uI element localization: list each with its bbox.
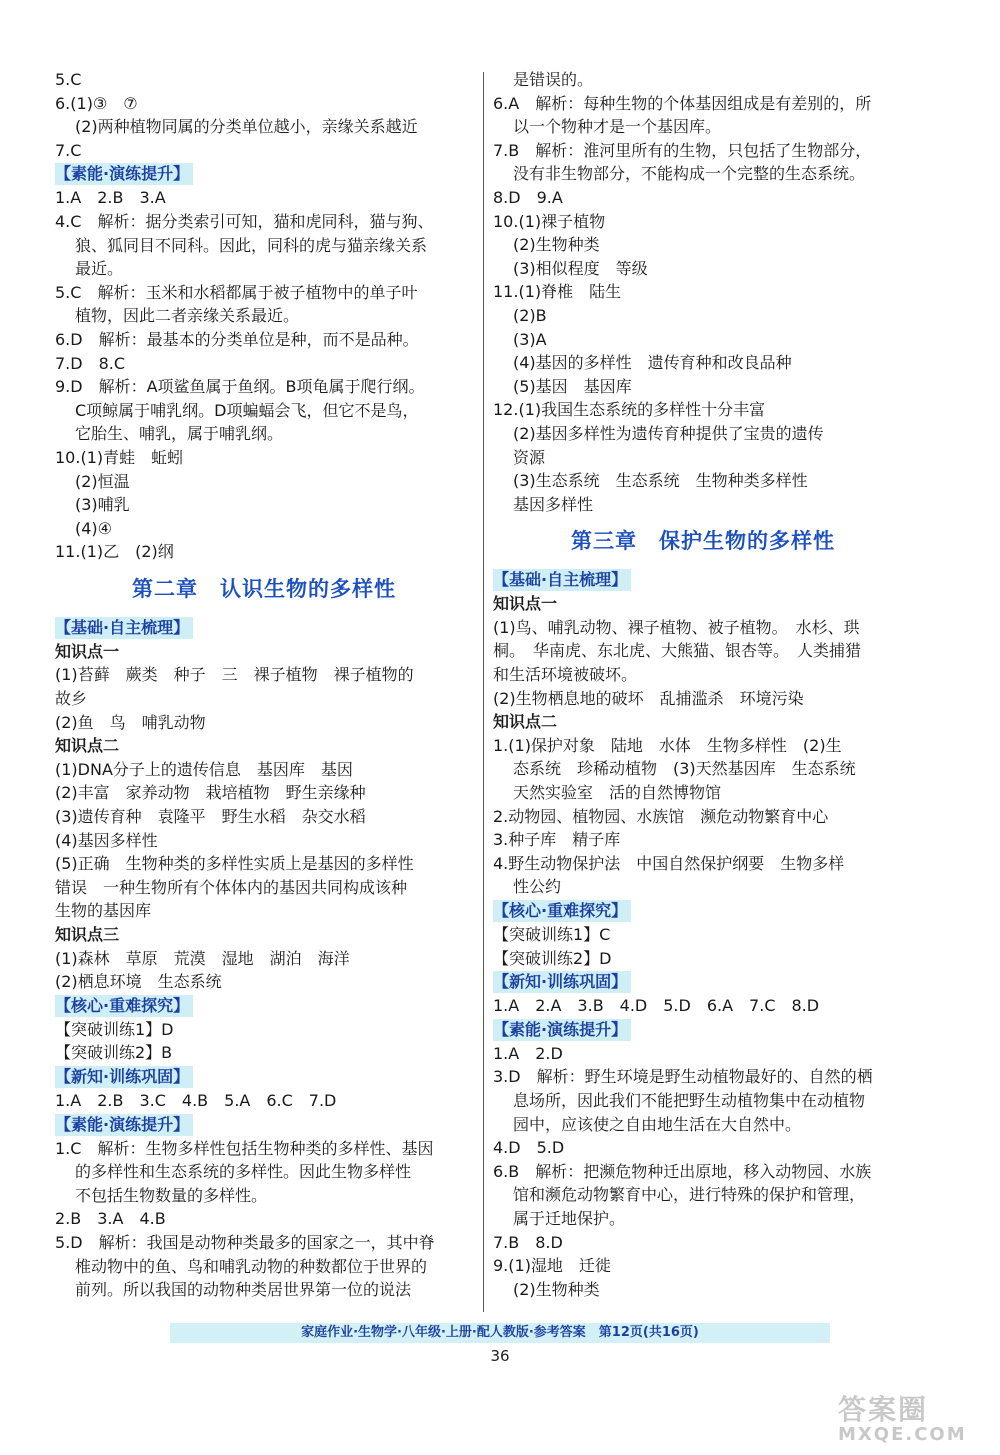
answer-line: 【突破训练1】D <box>55 1019 174 1039</box>
page-number: 36 <box>490 1347 510 1365</box>
knowledge-point-heading: 知识点一 <box>493 594 558 614</box>
section-tag: 【素能·演练提升】 <box>493 1019 631 1041</box>
watermark-cn: 答案圈 <box>838 1393 929 1426</box>
answer-line: (1)鸟、哺乳动物、裸子植物、被子植物。 水杉、珙 <box>493 617 860 637</box>
section-tag: 【基础·自主梳理】 <box>493 569 631 591</box>
answer-line: 12.(1)我国生态系统的多样性十分丰富 <box>493 400 766 420</box>
section-tag-row <box>493 970 913 994</box>
answer-line: 资源 <box>513 447 546 467</box>
answer-line: (2)生物栖息地的破坏 乱捕滥杀 环境污染 <box>493 688 804 708</box>
answer-line: 狼、狐同目不同科。因此，同科的虎与猫亲缘关系 <box>75 235 428 255</box>
answer-line: 植物，因此二者亲缘关系最近。 <box>75 306 300 326</box>
section-tag-row <box>55 1065 473 1089</box>
knowledge-point-heading: 知识点二 <box>55 736 120 756</box>
answer-line: (2)生物种类 <box>513 1279 600 1299</box>
answer-line: 7.B 8.D <box>493 1232 563 1252</box>
answer-line: (5)正确 生物种类的多样性实质上是基因的多样性 <box>55 854 414 874</box>
answer-line: (3)相似程度 等级 <box>513 258 648 278</box>
answer-line: (1)苔藓 蕨类 种子 三 裸子植物 裸子植物的 <box>55 665 414 685</box>
answer-line: 1.A 2.D <box>493 1043 563 1063</box>
answer-line: 4.C 解析：据分类索引可知，猫和虎同科，猫与狗、 <box>55 211 434 231</box>
answer-line: 的多样性和生态系统的多样性。因此生物多样性 <box>75 1162 412 1182</box>
section-tag-row <box>493 568 913 592</box>
answer-line: (2)鱼 鸟 哺乳动物 <box>55 712 206 732</box>
answer-line: 没有非生物部分，不能构成一个完整的生态系统。 <box>513 164 866 184</box>
chapter-title: 第三章 保护生物的多样性 <box>571 529 835 554</box>
answer-line: 错误 一种生物所有个体体内的基因共同构成该种 <box>55 877 408 897</box>
answer-line: 它胎生、哺乳，属于哺乳纲。 <box>75 424 284 444</box>
answer-line: 8.D 9.A <box>493 187 563 207</box>
section-tag-row <box>55 616 473 640</box>
section-tag: 【新知·训练巩固】 <box>55 1066 193 1088</box>
answer-line: 6.(1)③ ⑦ <box>55 93 138 113</box>
answer-line: 1.A 2.B 3.A <box>55 188 166 208</box>
answer-line: (4)④ <box>75 518 113 538</box>
answer-line: 桐。 华南虎、东北虎、大熊猫、银杏等。 人类捕猎 <box>493 641 862 661</box>
answer-line: (2)两种植物同属的分类单位越小，亲缘关系越近 <box>75 117 418 137</box>
answer-line: (1)DNA分子上的遗传信息 基因库 基因 <box>55 759 353 779</box>
answer-line: 椎动物中的鱼、鸟和哺乳动物的种数都位于世界的 <box>75 1256 428 1276</box>
answer-line: 不包括生物数量的多样性。 <box>75 1185 268 1205</box>
answer-line: 馆和濒危动物繁育中心，进行特殊的保护和管理， <box>513 1185 866 1205</box>
answer-line: 2.B 3.A 4.B <box>55 1209 166 1229</box>
answer-line: 生物的基因库 <box>55 901 152 921</box>
answer-line: 5.C 解析：玉米和水稻都属于被子植物中的单子叶 <box>55 282 418 302</box>
section-tag-row <box>493 1018 913 1042</box>
answer-line: 1.A 2.A 3.B 4.D 5.D 6.A 7.C 8.D <box>493 996 820 1016</box>
answer-line: (2)栖息环境 生态系统 <box>55 972 222 992</box>
answer-line: 息场所，因此我们不能把野生动植物集中在动植物 <box>513 1090 866 1110</box>
answer-line: (3)哺乳 <box>75 495 130 515</box>
answer-line: (5)基因 基因库 <box>513 376 632 396</box>
answer-line: 11.(1)脊椎 陆生 <box>493 282 622 302</box>
chapter-title: 第二章 认识生物的多样性 <box>132 576 396 601</box>
section-tag: 【素能·演练提升】 <box>55 163 193 185</box>
section-tag-row <box>55 994 473 1018</box>
answer-line: (3)生态系统 生态系统 生物种类多样性 <box>513 471 808 491</box>
answer-line: 属于迁地保护。 <box>513 1208 626 1228</box>
answer-line: (1)森林 草原 荒漠 湿地 湖泊 海洋 <box>55 948 350 968</box>
answer-line: 4.野生动物保护法 中国自然保护纲要 生物多样 <box>493 853 845 873</box>
left-column <box>55 68 473 1302</box>
answer-line: (3)遗传育种 袁隆平 野生水稻 杂交水稻 <box>55 807 366 827</box>
answer-line: (2)生物种类 <box>513 235 600 255</box>
watermark-en: MXQE.COM <box>838 1424 967 1445</box>
answer-line: (2)丰富 家养动物 栽培植物 野生亲缘种 <box>55 783 366 803</box>
answer-line: 【突破训练1】C <box>493 925 611 944</box>
answer-line: 【突破训练2】D <box>493 948 612 968</box>
answer-line: 11.(1)乙 (2)纲 <box>55 542 174 562</box>
answer-line: 1.A 2.B 3.C 4.B 5.A 6.C 7.D <box>55 1090 337 1110</box>
section-tag: 【新知·训练巩固】 <box>493 971 631 993</box>
answer-line: 10.(1)青蛙 蚯蚓 <box>55 447 184 467</box>
answer-line: 5.D 解析：我国是动物种类最多的国家之一，其中脊 <box>55 1232 435 1252</box>
answer-line: 基因多样性 <box>513 494 594 514</box>
answer-line: (2)恒温 <box>75 471 130 491</box>
answer-line: 天然实验室 活的自然博物馆 <box>513 783 722 803</box>
answer-line: 园中，应该使之自由地生活在大自然中。 <box>513 1114 802 1134</box>
section-tag-row <box>493 899 913 923</box>
answer-line: 4.D 5.D <box>493 1138 565 1158</box>
answer-line: 7.C <box>55 140 82 160</box>
answer-line: 是错误的。 <box>513 70 594 89</box>
answer-line: 态系统 珍稀动植物 (3)天然基因库 生态系统 <box>513 759 856 779</box>
answer-line: 9.D 解析：A项鲨鱼属于鱼纲。B项龟属于爬行纲。 <box>55 377 425 397</box>
answer-line: 9.(1)湿地 迁徙 <box>493 1256 611 1276</box>
answer-line: 最近。 <box>75 259 124 279</box>
page-footer: 家庭作业·生物学·八年级·上册·配人教版·参考答案 第12页(共16页) <box>170 1323 830 1343</box>
answer-line: 故乡 <box>55 689 88 709</box>
section-tag-row <box>55 162 473 186</box>
answer-line: 和生活环境被破坏。 <box>493 665 638 685</box>
answer-line: 1.C 解析：生物多样性包括生物种类的多样性、基因 <box>55 1138 434 1158</box>
answer-line: (2)B <box>513 305 547 325</box>
answer-line: (2)基因多样性为遗传育种提供了宝贵的遗传 <box>513 423 824 443</box>
answer-line: 7.D 8.C <box>55 353 126 373</box>
answer-line: (3)A <box>513 329 547 349</box>
answer-line: 以一个物种才是一个基因库。 <box>513 117 722 137</box>
answer-line: 10.(1)裸子植物 <box>493 211 606 231</box>
answer-line: 前列。所以我国的动物种类居世界第一位的说法 <box>75 1280 412 1300</box>
answer-line: 3.D 解析：野生环境是野生动植物最好的、自然的栖 <box>493 1067 873 1087</box>
answer-line: C项鲸属于哺乳纲。D项蝙蝠会飞，但它不是鸟， <box>75 400 419 420</box>
section-tag: 【素能·演练提升】 <box>55 1114 193 1136</box>
answer-line: (4)基因的多样性 遗传育种和改良品种 <box>513 353 792 373</box>
knowledge-point-heading: 知识点一 <box>55 641 120 661</box>
answer-line: 6.B 解析：把濒危物种迁出原地，移入动物园、水族 <box>493 1161 872 1181</box>
knowledge-point-heading: 知识点二 <box>493 712 558 732</box>
right-column <box>493 68 913 1301</box>
answer-line: 6.A 解析：每种生物的个体基因组成是有差别的，所 <box>493 93 872 113</box>
answer-line: 1.(1)保护对象 陆地 水体 生物多样性 (2)生 <box>493 735 842 755</box>
answer-line: 5.C <box>55 70 82 89</box>
answer-line: 2.动物园、植物园、水族馆 濒危动物繁育中心 <box>493 806 829 826</box>
knowledge-point-heading: 知识点三 <box>55 925 120 944</box>
watermark-logo <box>838 1395 988 1451</box>
answer-line: 性公约 <box>513 877 562 897</box>
section-tag: 【核心·重难探究】 <box>493 900 631 922</box>
answer-line: 【突破训练2】B <box>55 1043 173 1063</box>
answer-line: 3.种子库 精子库 <box>493 830 621 850</box>
section-tag-row <box>55 1113 473 1137</box>
answer-line: 6.D 解析：最基本的分类单位是种，而不是品种。 <box>55 329 419 349</box>
column-divider <box>483 72 484 1312</box>
answer-line: 7.B 解析：淮河里所有的生物，只包括了生物部分， <box>493 140 872 160</box>
section-tag: 【基础·自主梳理】 <box>55 617 193 639</box>
answer-line: (4)基因多样性 <box>55 830 158 850</box>
section-tag: 【核心·重难探究】 <box>55 995 193 1017</box>
